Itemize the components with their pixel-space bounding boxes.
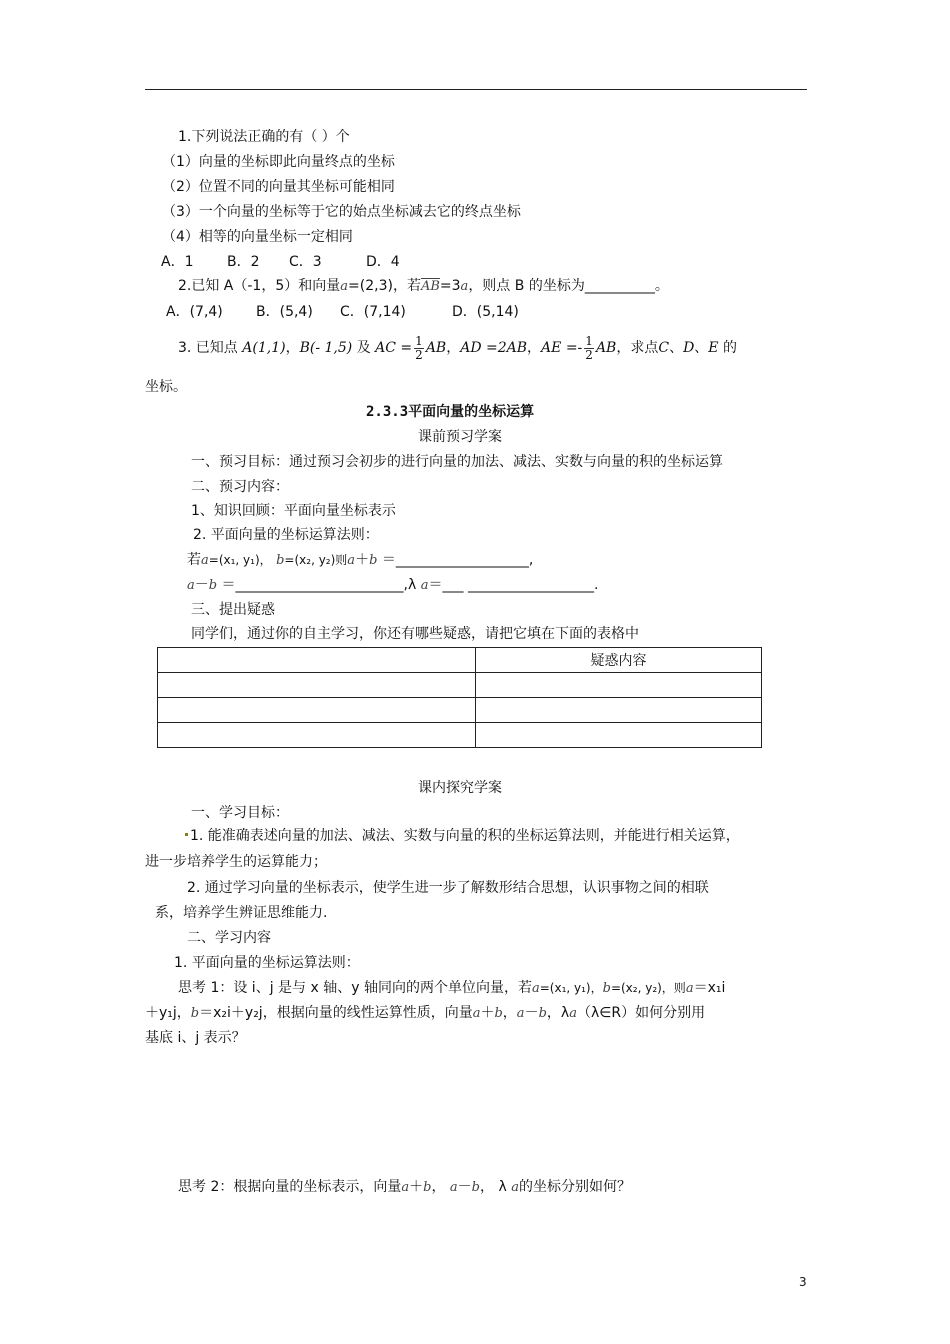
goal-1b: 进一步培养学生的运算能力； — [145, 854, 327, 870]
doubt-table — [157, 647, 762, 748]
doubt-heading: 三、提出疑惑 — [191, 602, 275, 618]
table-cell[interactable] — [158, 698, 476, 723]
q2-option-b: B．(5,4) — [256, 304, 313, 320]
q2-option-a: A．(7,4) — [166, 304, 223, 320]
rule-line-2: a－b ＝________________________,λ a＝___ __________________. — [187, 577, 599, 593]
goal-1a: 1. 能准确表述向量的加法、减法、实数与向量的积的坐标运算法则，并能进行相关运算， — [190, 828, 740, 844]
top-rule — [145, 89, 807, 90]
preview-goal: 一、预习目标：通过预习会初步的进行向量的加法、减法、实数与向量的积的坐标运算 — [191, 454, 723, 470]
preview-content: 二、预习内容： — [191, 479, 289, 495]
rule-line-1: 若a=(x₁, y₁)， b=(x₂, y₂)则a＋b ＝___________________, — [187, 552, 534, 568]
q2-option-c: C．(7,14) — [340, 304, 406, 320]
think-2: 思考 2：根据向量的坐标表示，向量a＋b， a－b， λ a的坐标分别如何？ — [178, 1179, 631, 1195]
table-row — [158, 698, 762, 723]
rule-heading: 2. 平面向量的坐标运算法则： — [193, 527, 379, 543]
inclass-goal: 一、学习目标： — [191, 805, 289, 821]
think-1-line-2: ＋y₁j，b＝x₂i＋y₂j，根据向量的线性运算性质，向量a＋b，a－b，λa（λ∈R）如何分别用 — [145, 1005, 706, 1021]
q3-tail: 坐标。 — [145, 379, 187, 395]
q1-stem: 1.下列说法正确的有（ ）个 — [178, 129, 350, 145]
q1-item-2: （2）位置不同的向量其坐标可能相同 — [162, 179, 395, 195]
table-cell — [158, 648, 476, 673]
review-point: 1、知识回顾：平面向量坐标表示 — [191, 503, 396, 519]
inclass-content: 二、学习内容 — [187, 930, 271, 946]
table-row — [158, 723, 762, 748]
table-header-cell: 疑惑内容 — [476, 648, 762, 673]
doubt-text: 同学们，通过你的自主学习，你还有哪些疑惑，请把它填在下面的表格中 — [191, 626, 639, 642]
table-cell[interactable] — [476, 698, 762, 723]
section-title: 2.3.3平面向量的坐标运算 — [366, 404, 535, 420]
table-cell[interactable] — [476, 673, 762, 698]
mark-dot — [185, 833, 188, 836]
preview-heading: 课前预习学案 — [418, 429, 502, 445]
table-row — [158, 673, 762, 698]
table-cell[interactable] — [158, 673, 476, 698]
q1-option-b: B．2 — [227, 254, 260, 270]
table-cell[interactable] — [476, 723, 762, 748]
q1-option-c: C．3 — [289, 254, 322, 270]
q3-stem: 3. 已知点 A(1,1)，B(- 1,5) 及 AC = $\frac{1}{2}$ AB，AD =2AB，AE =- $\frac{1}{2}$ AB，求点C、D、E 的 — [178, 333, 737, 362]
q1-item-1: （1）向量的坐标即此向量终点的坐标 — [162, 154, 395, 170]
q1-option-a: A．1 — [161, 254, 194, 270]
table-cell[interactable] — [158, 723, 476, 748]
think-1-line-1: 思考 1：设 i、j 是与 x 轴、y 轴同向的两个单位向量，若a=(x₁, y₁)，b=(x₂, y₂)，则a＝x₁i — [178, 980, 726, 996]
goal-2b: 系，培养学生辨证思维能力. — [155, 905, 328, 921]
q1-option-d: D．4 — [366, 254, 400, 270]
inclass-rule: 1. 平面向量的坐标运算法则： — [174, 955, 360, 971]
q1-item-4: （4）相等的向量坐标一定相同 — [162, 229, 353, 245]
page-number: 3 — [799, 1275, 807, 1289]
q2-option-d: D．(5,14) — [452, 304, 519, 320]
q2-stem: 2.已知 A（-1，5）和向量a=(2,3)，若$\overline{AB}=3a$，则点 B 的坐标为__________。 — [178, 278, 669, 294]
think-1-line-3: 基底 i、j 表示？ — [145, 1030, 246, 1046]
q1-item-3: （3）一个向量的坐标等于它的始点坐标减去它的终点坐标 — [162, 204, 521, 220]
table-row — [158, 648, 762, 673]
goal-2a: 2. 通过学习向量的坐标表示，使学生进一步了解数形结合思想，认识事物之间的相联 — [187, 880, 709, 896]
inclass-heading: 课内探究学案 — [418, 780, 502, 796]
